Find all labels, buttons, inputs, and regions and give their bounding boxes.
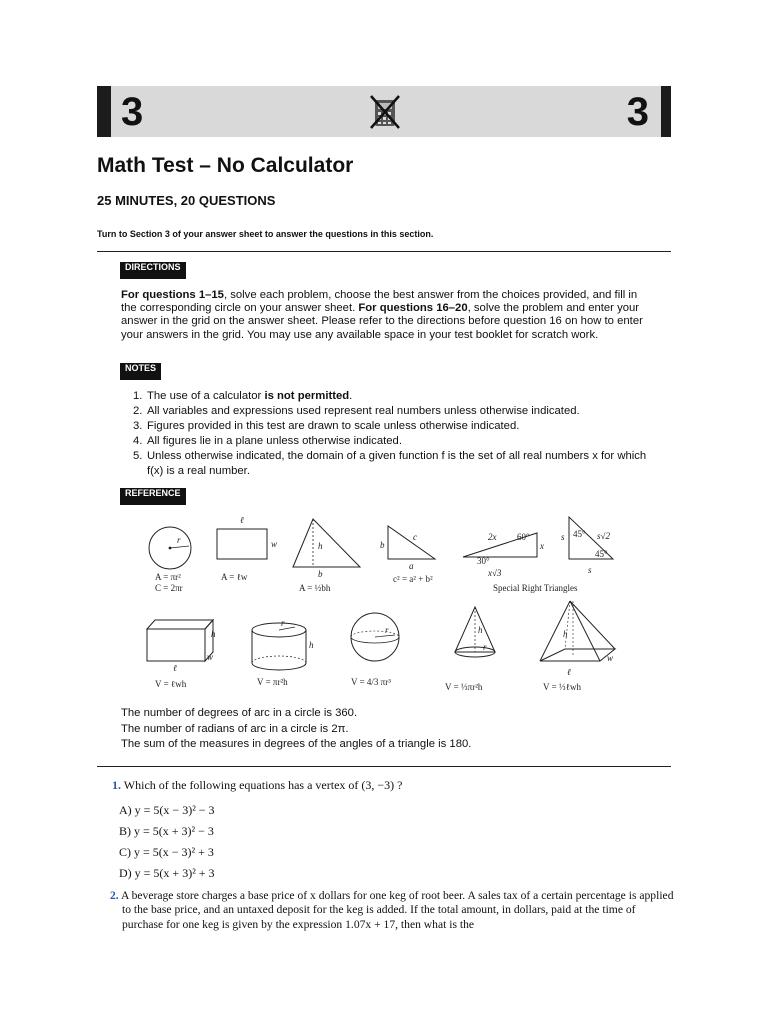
header-right-bar	[661, 86, 671, 137]
choice-b[interactable]: B) y = 5(x + 3)² − 3	[119, 824, 214, 838]
section-header	[97, 86, 671, 137]
svg-text:45°: 45°	[595, 549, 608, 559]
svg-text:V = ⅓πr²h: V = ⅓πr²h	[445, 682, 483, 692]
svg-text:h: h	[563, 629, 568, 639]
note-item: 2. All variables and expressions used represent real numbers unless otherwise indicated.	[133, 405, 580, 417]
svg-text:A = πr²: A = πr²	[155, 572, 181, 582]
svg-text:r: r	[483, 642, 487, 652]
choice-c[interactable]: C) y = 5(x − 3)² + 3	[119, 845, 214, 859]
right-triangle-figure	[380, 526, 435, 584]
svg-text:h: h	[309, 640, 314, 650]
svg-text:b: b	[318, 569, 323, 579]
directions-label: DIRECTIONS	[120, 262, 186, 279]
svg-text:ℓ: ℓ	[567, 667, 571, 677]
reference-facts	[121, 706, 471, 753]
no-calculator-icon	[369, 94, 401, 130]
svg-text:V = 4/3 πr³: V = 4/3 πr³	[351, 677, 391, 687]
page-title: Math Test – No Calculator	[97, 154, 354, 177]
forty-five-forty-five-ninety-figure	[561, 517, 613, 575]
svg-text:h: h	[318, 541, 323, 551]
fact-radians: The number of radians of arc in a circle is 2π.	[121, 722, 349, 735]
svg-text:30°: 30°	[477, 556, 490, 566]
svg-text:ℓ: ℓ	[240, 515, 244, 525]
choice-a[interactable]: A) y = 5(x − 3)² − 3	[119, 803, 215, 817]
pyramid-figure	[540, 601, 615, 692]
question-1	[112, 778, 402, 793]
svg-text:V = ⅓ℓwh: V = ⅓ℓwh	[543, 682, 581, 692]
section-number-left: 3	[121, 90, 144, 134]
divider-top	[97, 251, 671, 252]
svg-text:c² = a² + b²: c² = a² + b²	[393, 574, 433, 584]
reference-label: REFERENCE	[120, 488, 186, 505]
sphere-figure	[351, 613, 399, 687]
svg-text:h: h	[211, 629, 216, 639]
question-1-choices	[119, 800, 215, 884]
circle-figure	[149, 527, 191, 593]
time-and-question-count: 25 MINUTES, 20 QUESTIONS	[97, 193, 276, 208]
note-item: 4. All figures lie in a plane unless otherwise indicated.	[133, 435, 402, 447]
svg-text:b: b	[380, 540, 385, 550]
question-2	[110, 889, 675, 932]
question-text: A beverage store charges a base price of x dollars for one keg of root beer. A sales tax of a certain percentage is applied to the base price, and an untaxed deposit for the keg is added. If the total amount, in dollars, paid at the time of purchase for one keg is given by the expression 1.07x + 17, then what is the	[120, 889, 674, 931]
note-item: 5. Unless otherwise indicated, the domain of a given function f is the set of all real numbers x for which f(x) is a real number.	[133, 450, 647, 477]
svg-text:45°: 45°	[573, 529, 586, 539]
svg-text:s: s	[561, 532, 565, 542]
cone-figure	[445, 607, 495, 692]
fact-triangle-angles: The sum of the measures in degrees of the angles of a triangle is 180.	[121, 738, 472, 750]
svg-text:s√2: s√2	[597, 531, 610, 541]
question-number: 1.	[112, 778, 121, 792]
question-text: Which of the following equations has a vertex of (3, −3) ?	[123, 778, 403, 792]
svg-text:2x: 2x	[488, 532, 497, 542]
svg-text:r: r	[177, 535, 181, 545]
box-figure	[147, 620, 216, 689]
question-number: 2.	[110, 889, 119, 902]
special-right-triangles-caption: Special Right Triangles	[493, 583, 578, 593]
reference-figures	[145, 509, 625, 699]
svg-text:c: c	[413, 532, 417, 542]
svg-text:V = πr²h: V = πr²h	[257, 677, 288, 687]
note-item: 3. Figures provided in this test are drawn to scale unless otherwise indicated.	[133, 420, 520, 432]
note-item: 1. The use of a calculator is not permitted.	[133, 390, 353, 402]
cylinder-figure	[252, 618, 314, 687]
choice-d[interactable]: D) y = 5(x + 3)² + 3	[119, 866, 215, 880]
directions-text: For questions 1–15, solve each problem, choose the best answer from the choices provided, and fill in the corresponding circle on your answer sheet. For questions 16–20, solve the problem and enter your answer in the grid on the answer sheet. Please refer to the directions before question 16 on how to enter your answers in the grid. You may use any available space in your test booklet for scratch work.	[121, 289, 643, 341]
svg-text:A = ½bh: A = ½bh	[299, 583, 331, 593]
section-instruction: Turn to Section 3 of your answer sheet to answer the questions in this section.	[97, 229, 434, 239]
thirty-sixty-ninety-figure	[463, 532, 544, 578]
fact-degrees: The number of degrees of arc in a circle is 360.	[121, 707, 358, 719]
svg-text:w: w	[607, 653, 614, 663]
svg-text:A = ℓw: A = ℓw	[221, 572, 248, 582]
svg-text:C = 2πr: C = 2πr	[155, 583, 183, 593]
svg-text:s: s	[588, 565, 592, 575]
svg-text:a: a	[409, 561, 414, 571]
svg-text:x√3: x√3	[488, 568, 502, 578]
triangle-figure	[293, 519, 360, 593]
svg-text:h: h	[478, 625, 483, 635]
svg-text:ℓ: ℓ	[173, 663, 177, 673]
svg-text:r: r	[281, 618, 285, 628]
divider-bottom	[97, 766, 671, 767]
section-number-right: 3	[626, 90, 649, 134]
svg-text:w: w	[207, 652, 214, 662]
header-left-bar	[97, 86, 111, 137]
notes-list	[133, 389, 653, 479]
svg-text:r: r	[385, 625, 389, 635]
svg-text:x: x	[540, 541, 544, 551]
notes-label: NOTES	[120, 363, 161, 380]
svg-text:V = ℓwh: V = ℓwh	[155, 679, 187, 689]
svg-text:w: w	[271, 539, 278, 549]
rectangle-figure	[217, 515, 277, 582]
svg-text:60°: 60°	[517, 532, 530, 542]
